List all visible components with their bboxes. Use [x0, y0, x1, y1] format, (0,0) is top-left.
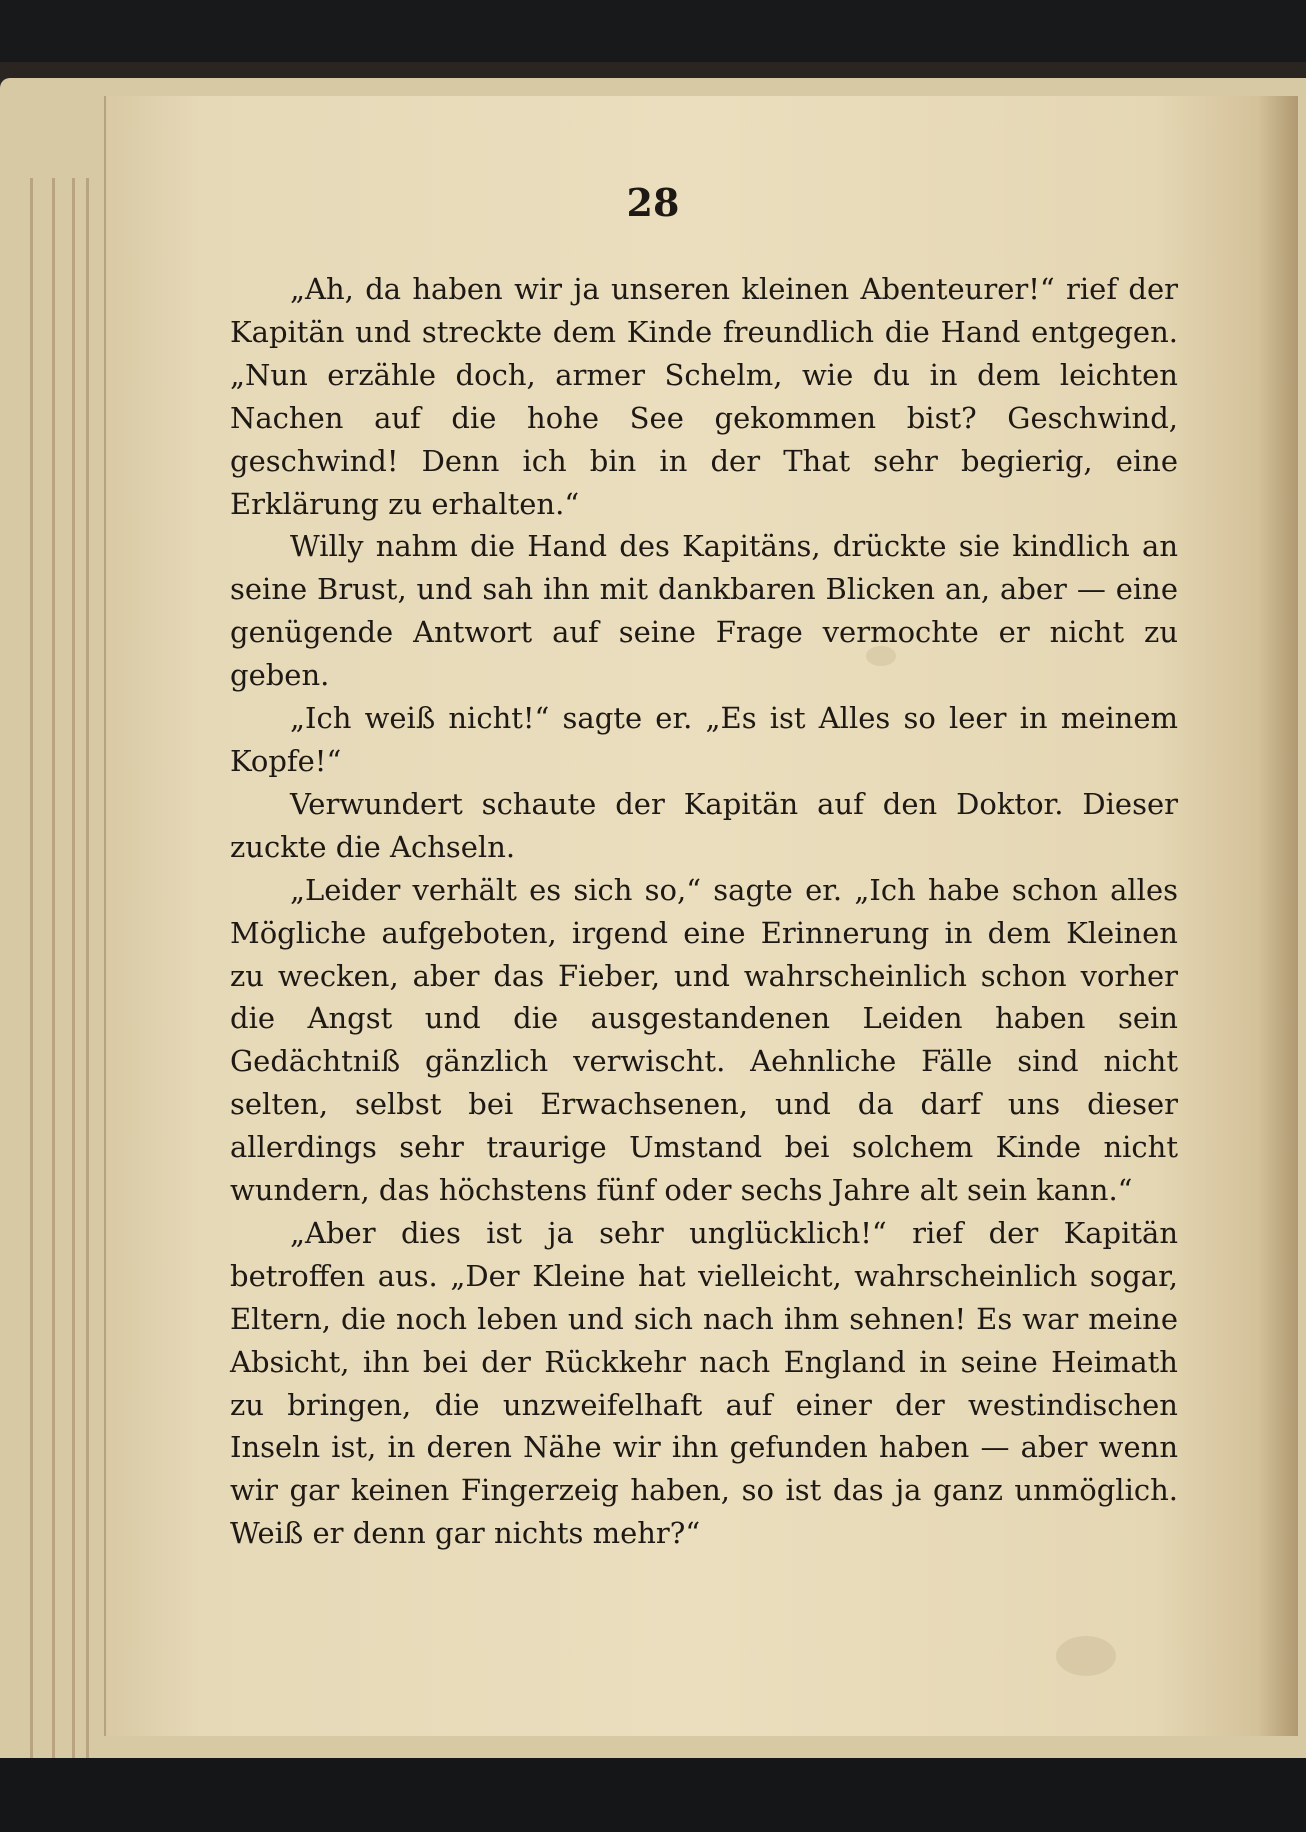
- page-edge: [72, 178, 75, 1768]
- paragraph: „Ah, da haben wir ja unseren kleinen Abenteurer!“ rief der Kapitän und streckte dem Kinde freundlich die Hand entgegen. „Nun erzähle doch, armer Schelm, wie du in dem leichten Nachen auf die hohe See gekommen bist? Geschwind, geschwind! Denn ich bin in der That sehr begierig, eine Erklärung zu erhalten.“: [230, 272, 1178, 521]
- page-edge: [86, 178, 89, 1758]
- page-number: 28: [626, 180, 680, 225]
- background-band: [0, 1758, 1306, 1832]
- paper-stain: [1056, 1636, 1116, 1676]
- paragraph: „Ich weiß nicht!“ sagte er. „Es ist Alles so leer in meinem Kopfe!“: [230, 701, 1178, 778]
- paragraph: „Leider verhält es sich so,“ sagte er. „Ich habe schon alles Mögliche aufgeboten, irgend eine Erinnerung in dem Kleinen zu wecken, aber das Fieber, und wahrscheinlich schon vorher die Angst und die ausgestandenen Leiden haben sein Gedächtniß gänzlich verwischt. Aehnliche Fälle sind nicht selten, selbst bei Erwachsenen, und da darf uns dieser allerdings sehr traurige Umstand bei solchem Kinde nicht wundern, das höchstens fünf oder sechs Jahre alt sein kann.“: [230, 872, 1178, 1208]
- page-text: [230, 268, 1178, 1555]
- page-edge: [52, 178, 55, 1778]
- paragraph: „Aber dies ist ja sehr unglücklich!“ rief der Kapitän betroffen aus. „Der Kleine hat vielleicht, wahrscheinlich sogar, Eltern, die noch leben und sich nach ihm sehnen! Es war meine Absicht, ihn bei der Rückkehr nach England in seine Heimath zu bringen, die unzweifelhaft auf einer der westindischen Inseln ist, in deren Nähe wir ihn gefunden haben — aber wenn wir gar keinen Fingerzeig haben, so ist das ja ganz unmöglich. Weiß er denn gar nichts mehr?“: [230, 1215, 1178, 1551]
- paragraph: Verwundert schaute der Kapitän auf den Doktor. Dieser zuckte die Achseln.: [230, 786, 1178, 864]
- paragraph: Willy nahm die Hand des Kapitäns, drückte sie kindlich an seine Brust, und sah ihn mit dankbaren Blicken an, aber — eine genügende Antwort auf seine Frage vermochte er nicht zu geben.: [230, 529, 1178, 693]
- page-edge: [30, 178, 33, 1798]
